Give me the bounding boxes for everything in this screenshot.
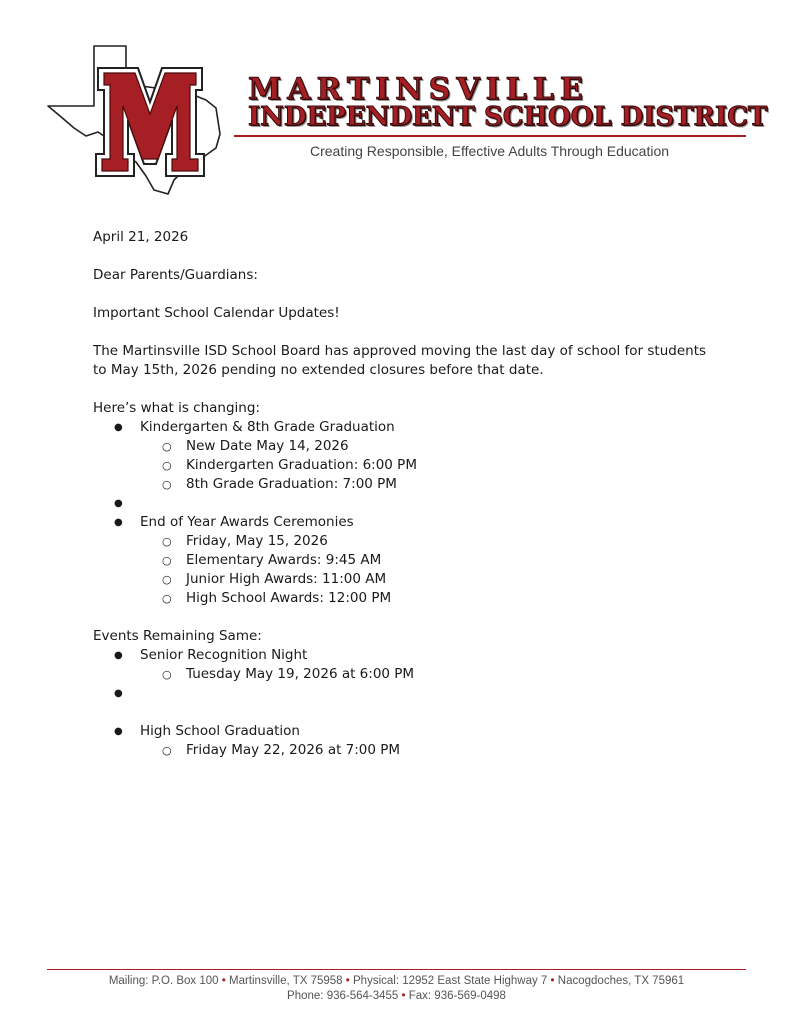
sub-list [140, 437, 713, 494]
list-item: ○ Friday May 22, 2026 at 7:00 PM [140, 741, 713, 760]
list-item [93, 513, 713, 608]
list-item [93, 418, 713, 494]
footer-city1: Martinsville, TX 75958 [229, 975, 343, 987]
footer-phone: Phone: 936-564-3455 [287, 990, 399, 1002]
footer-physical: Physical: 12952 East State Highway 7 [353, 975, 548, 987]
list-item: ○ Tuesday May 19, 2026 at 6:00 PM [140, 665, 713, 684]
list-item: ○ New Date May 14, 2026 [140, 437, 713, 456]
list-item [93, 646, 713, 684]
footer-fax: Fax: 936-569-0498 [408, 990, 506, 1002]
remaining-title: Events Remaining Same: [93, 628, 262, 644]
footer-city2: Nacogdoches, TX 75961 [557, 975, 685, 987]
spacer [93, 608, 713, 627]
letter-salutation: Dear Parents/Guardians: [93, 267, 258, 283]
footer-mailing: Mailing: P.O. Box 100 [108, 975, 219, 987]
spacer [93, 494, 713, 513]
bullet-separator-icon: • [550, 975, 555, 987]
list-item: ○ Friday, May 15, 2026 [140, 532, 713, 551]
sub-list [140, 741, 713, 760]
letter-paragraph: The Martinsville ISD School Board has approved moving the last day of school for students to May 15th, 2026 pending no extended closures before that date. [93, 343, 707, 378]
bullet-separator-icon: • [401, 990, 406, 1002]
list-item: ○ Junior High Awards: 11:00 AM [140, 570, 713, 589]
list-item: ○ Kindergarten Graduation: 6:00 PM [140, 456, 713, 475]
changing-title: Here’s what is changing: [93, 400, 260, 416]
list-item: ○ High School Awards: 12:00 PM [140, 589, 713, 608]
changing-list [93, 418, 713, 608]
footer [47, 974, 746, 1004]
header-divider [234, 135, 746, 137]
footer-divider [47, 969, 746, 970]
district-name-line1: MARTINSVILLE [248, 72, 589, 107]
event-label: High School Graduation [140, 723, 300, 739]
event-label: Kindergarten & 8th Grade Graduation [140, 419, 395, 435]
district-logo [46, 44, 232, 196]
district-name-line2: INDEPENDENT SCHOOL DISTRICT [248, 102, 768, 132]
footer-address-line [47, 974, 746, 989]
letter-headline: Important School Calendar Updates! [93, 305, 340, 321]
letter-date: April 21, 2026 [93, 229, 189, 245]
event-label: End of Year Awards Ceremonies [140, 514, 354, 530]
event-label: Senior Recognition Night [140, 647, 308, 663]
list-item: ○ Elementary Awards: 9:45 AM [140, 551, 713, 570]
sub-list [140, 665, 713, 684]
bullet-separator-icon: • [221, 975, 226, 987]
bullet-separator-icon: • [345, 975, 350, 987]
letter-body [93, 228, 713, 760]
list-item: ○ 8th Grade Graduation: 7:00 PM [140, 475, 713, 494]
district-tagline: Creating Responsible, Effective Adults Through Education [310, 143, 670, 159]
footer-contact-line [47, 989, 746, 1004]
sub-list [140, 532, 713, 608]
list-item [93, 722, 713, 760]
spacer [93, 684, 713, 722]
remaining-list [93, 646, 713, 760]
